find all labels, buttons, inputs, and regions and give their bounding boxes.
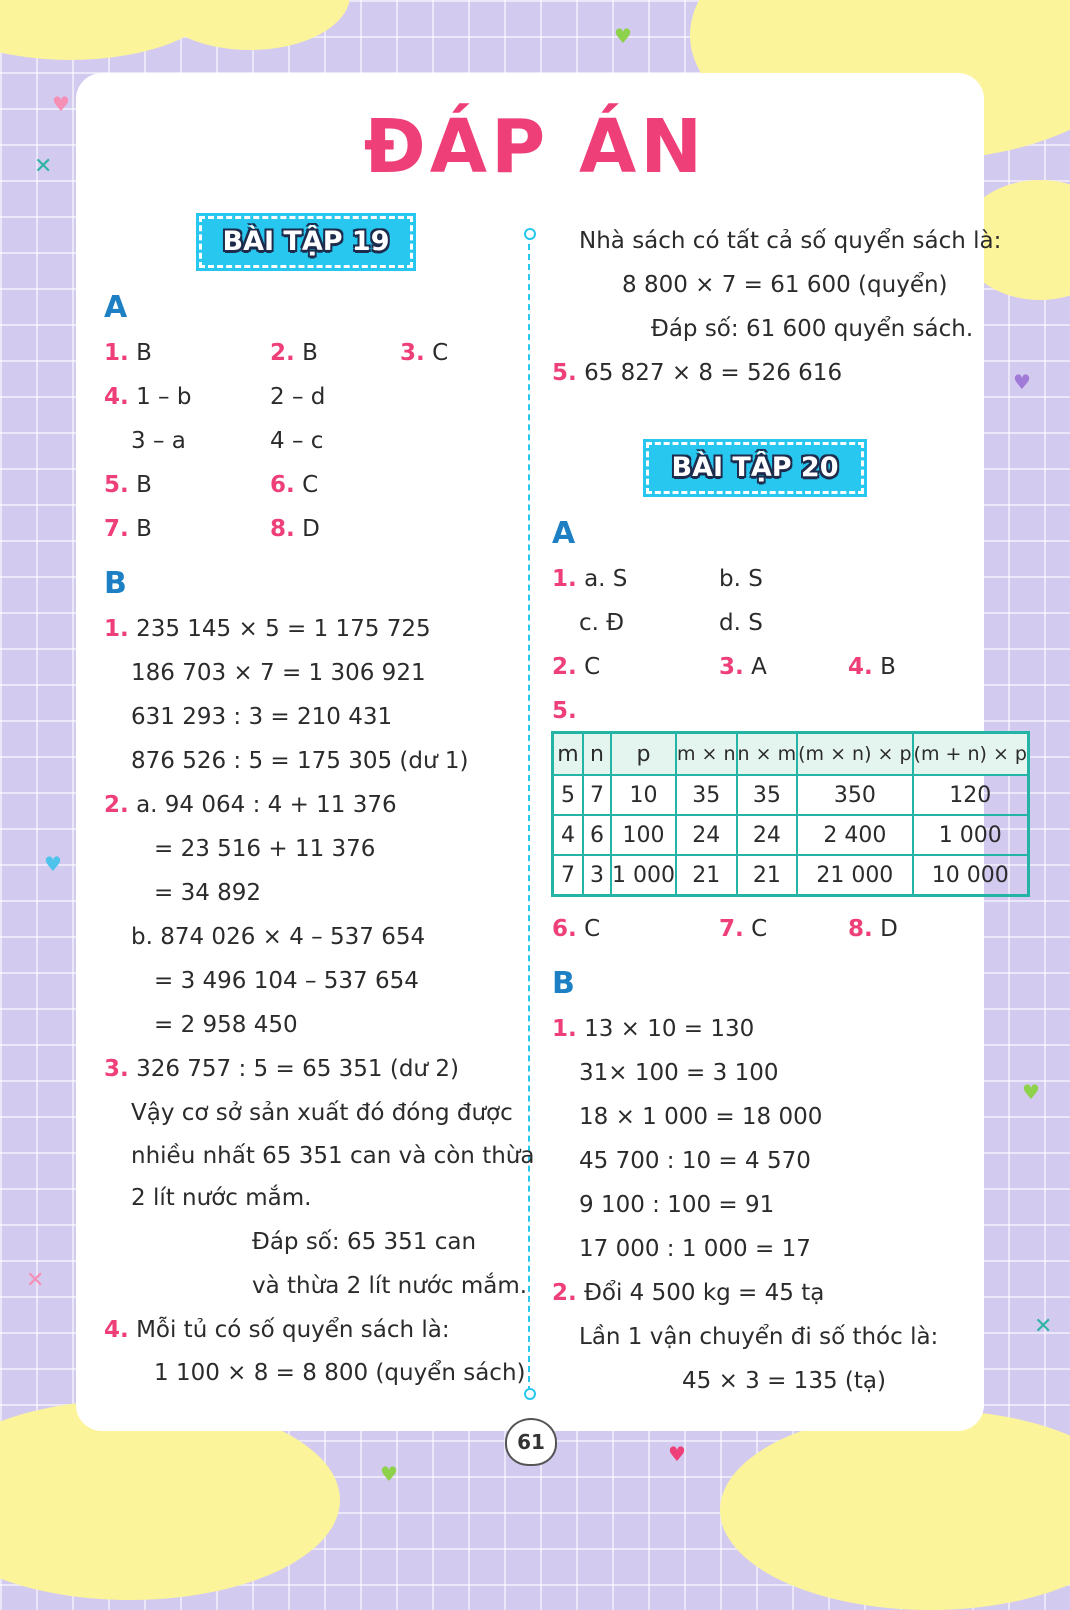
ex19-a-q4-d: 4 – c — [270, 428, 324, 454]
ex19-b-q3-line: Đáp số: 65 351 can — [252, 1229, 477, 1255]
ex20-a-q1-d: d. S — [719, 610, 763, 636]
page-number: 61 — [505, 1418, 557, 1466]
table-cell: 35 — [737, 775, 798, 815]
ex19-b-q1-line: 1. 235 145 × 5 = 1 175 725 — [104, 616, 431, 642]
heart-icon: ♥ — [668, 1442, 686, 1466]
table-cell: 6 — [583, 815, 611, 855]
ex19-b-q5: 5. 65 827 × 8 = 526 616 — [552, 360, 843, 386]
sparkle-icon: ✕ — [34, 154, 53, 179]
ex19-b-q2-line: = 2 958 450 — [154, 1012, 298, 1038]
ex19-a-q6: 6. C — [270, 472, 319, 498]
table-header-cell: (m + n) × p — [913, 733, 1029, 776]
page-title: ĐÁP ÁN — [363, 104, 707, 190]
ex19-b-q2-line: = 34 892 — [154, 880, 262, 906]
column-divider — [528, 234, 530, 1392]
heart-icon: ♥ — [1022, 1080, 1040, 1104]
heart-icon: ♥ — [44, 852, 62, 876]
table-header-row — [553, 733, 1029, 776]
ex20-a-q4: 4. B — [848, 654, 896, 680]
ex19-b-q4-line: 8 800 × 7 = 61 600 (quyển) — [622, 272, 948, 298]
ex20-b-q2-line: Lần 1 vận chuyển đi số thóc là: — [579, 1324, 939, 1350]
table-cell: 21 000 — [797, 855, 912, 896]
ex19-b-q1-line: 631 293 : 3 = 210 431 — [131, 704, 393, 730]
table-header-cell: n — [583, 733, 611, 776]
ex20-b-q1-line: 9 100 : 100 = 91 — [579, 1192, 775, 1218]
table-header-cell: m × n — [676, 733, 737, 776]
ex19-b-q2-line: 2. a. 94 064 : 4 + 11 376 — [104, 792, 397, 818]
exercise-20-tag: BÀI TẬP 20 — [646, 442, 864, 494]
divider-dot-top — [524, 228, 536, 240]
ex20-b-q2-line: 45 × 3 = 135 (tạ) — [682, 1368, 886, 1394]
ex19-a-q4: 4. 1 – b — [104, 384, 192, 410]
ex19-a-q4-c: 3 – a — [131, 428, 186, 454]
ex20-b-q1-line: 18 × 1 000 = 18 000 — [579, 1104, 823, 1130]
ex19-b-q1-line: 876 526 : 5 = 175 305 (dư 1) — [131, 748, 469, 774]
table-cell: 24 — [676, 815, 737, 855]
table-cell: 10 — [611, 775, 676, 815]
ex20-a-q3: 3. A — [719, 654, 767, 680]
ex19-b-q4-line: Nhà sách có tất cả số quyển sách là: — [579, 228, 1002, 254]
ex20-a-q2: 2. C — [552, 654, 601, 680]
table-cell: 1 000 — [611, 855, 676, 896]
ex19-a-q5: 5. B — [104, 472, 152, 498]
ex20-a-q6: 6. C — [552, 916, 601, 942]
heart-icon: ♥ — [52, 92, 70, 116]
answer-table — [551, 731, 1030, 897]
ex19-a-q8: 8. D — [270, 516, 320, 542]
divider-dot-bottom — [524, 1388, 536, 1400]
table-header-cell: p — [611, 733, 676, 776]
table-cell: 21 — [737, 855, 798, 896]
ex19-b-q2-line: b. 874 026 × 4 – 537 654 — [131, 924, 426, 950]
heart-icon: ♥ — [1013, 370, 1031, 394]
table-cell: 350 — [797, 775, 912, 815]
ex20-a-q1-b: b. S — [719, 566, 763, 592]
table-cell: 10 000 — [913, 855, 1029, 896]
ex19-b-q4-line: 4. Mỗi tủ có số quyển sách là: — [104, 1317, 450, 1343]
ex19-a-q3: 3. C — [400, 340, 449, 366]
table-row — [553, 855, 1029, 896]
table-cell: 120 — [913, 775, 1029, 815]
ex19-a-q1: 1. B — [104, 340, 152, 366]
ex19-a-q4-b: 2 – d — [270, 384, 326, 410]
ex19-b-q4-line: Đáp số: 61 600 quyển sách. — [651, 316, 974, 342]
ex20-a-q5: 5. — [552, 698, 577, 724]
decor-blob-top-mid — [150, 0, 350, 50]
exercise-19-tag: BÀI TẬP 19 — [199, 216, 413, 268]
table-cell: 100 — [611, 815, 676, 855]
ex19-b-q2-line: = 23 516 + 11 376 — [154, 836, 376, 862]
heart-icon: ♥ — [380, 1462, 398, 1486]
ex20-a-q1-c: c. Đ — [579, 610, 625, 636]
ex20-b-q1-line: 1. 13 × 10 = 130 — [552, 1016, 755, 1042]
ex20-b-q1-line: 17 000 : 1 000 = 17 — [579, 1236, 811, 1262]
ex20-a-q8: 8. D — [848, 916, 898, 942]
table-header-cell: m — [553, 733, 584, 776]
ex20-section-b-heading: B — [552, 966, 575, 1001]
ex19-b-q1-line: 186 703 × 7 = 1 306 921 — [131, 660, 426, 686]
ex19-b-q4-line: 1 100 × 8 = 8 800 (quyển sách) — [154, 1360, 526, 1386]
table-cell: 35 — [676, 775, 737, 815]
table-header-cell: (m × n) × p — [797, 733, 912, 776]
table-header-cell: n × m — [737, 733, 798, 776]
ex19-a-q7: 7. B — [104, 516, 152, 542]
table-cell: 7 — [583, 775, 611, 815]
table-cell: 3 — [583, 855, 611, 896]
table-cell: 4 — [553, 815, 584, 855]
decor-blob-bottom-right — [720, 1410, 1070, 1610]
ex20-a-q1: 1. a. S — [552, 566, 628, 592]
ex19-section-a-heading: A — [104, 290, 128, 325]
table-cell: 24 — [737, 815, 798, 855]
ex19-a-q2: 2. B — [270, 340, 318, 366]
table-cell: 5 — [553, 775, 584, 815]
ex19-b-q3-line: nhiều nhất 65 351 can và còn thừa — [131, 1143, 535, 1169]
sparkle-icon: ✕ — [26, 1268, 45, 1293]
table-cell: 1 000 — [913, 815, 1029, 855]
ex19-b-q2-line: = 3 496 104 – 537 654 — [154, 968, 419, 994]
ex19-section-b-heading: B — [104, 566, 127, 601]
ex20-b-q1-line: 31× 100 = 3 100 — [579, 1060, 779, 1086]
table-row — [553, 815, 1029, 855]
ex19-b-q3-line: và thừa 2 lít nước mắm. — [252, 1273, 528, 1299]
table-cell: 7 — [553, 855, 584, 896]
ex20-section-a-heading: A — [552, 516, 576, 551]
table-cell: 2 400 — [797, 815, 912, 855]
ex20-b-q1-line: 45 700 : 10 = 4 570 — [579, 1148, 811, 1174]
ex20-a-q7: 7. C — [719, 916, 768, 942]
table-row — [553, 775, 1029, 815]
heart-icon: ♥ — [614, 24, 632, 48]
sparkle-icon: ✕ — [1034, 1314, 1053, 1339]
table-cell: 21 — [676, 855, 737, 896]
ex19-b-q3-line: 2 lít nước mắm. — [131, 1185, 312, 1211]
ex19-b-q3-line: 3. 326 757 : 5 = 65 351 (dư 2) — [104, 1056, 459, 1082]
ex19-b-q3-line: Vậy cơ sở sản xuất đó đóng được — [131, 1100, 513, 1126]
ex20-b-q2-line: 2. Đổi 4 500 kg = 45 tạ — [552, 1280, 825, 1306]
